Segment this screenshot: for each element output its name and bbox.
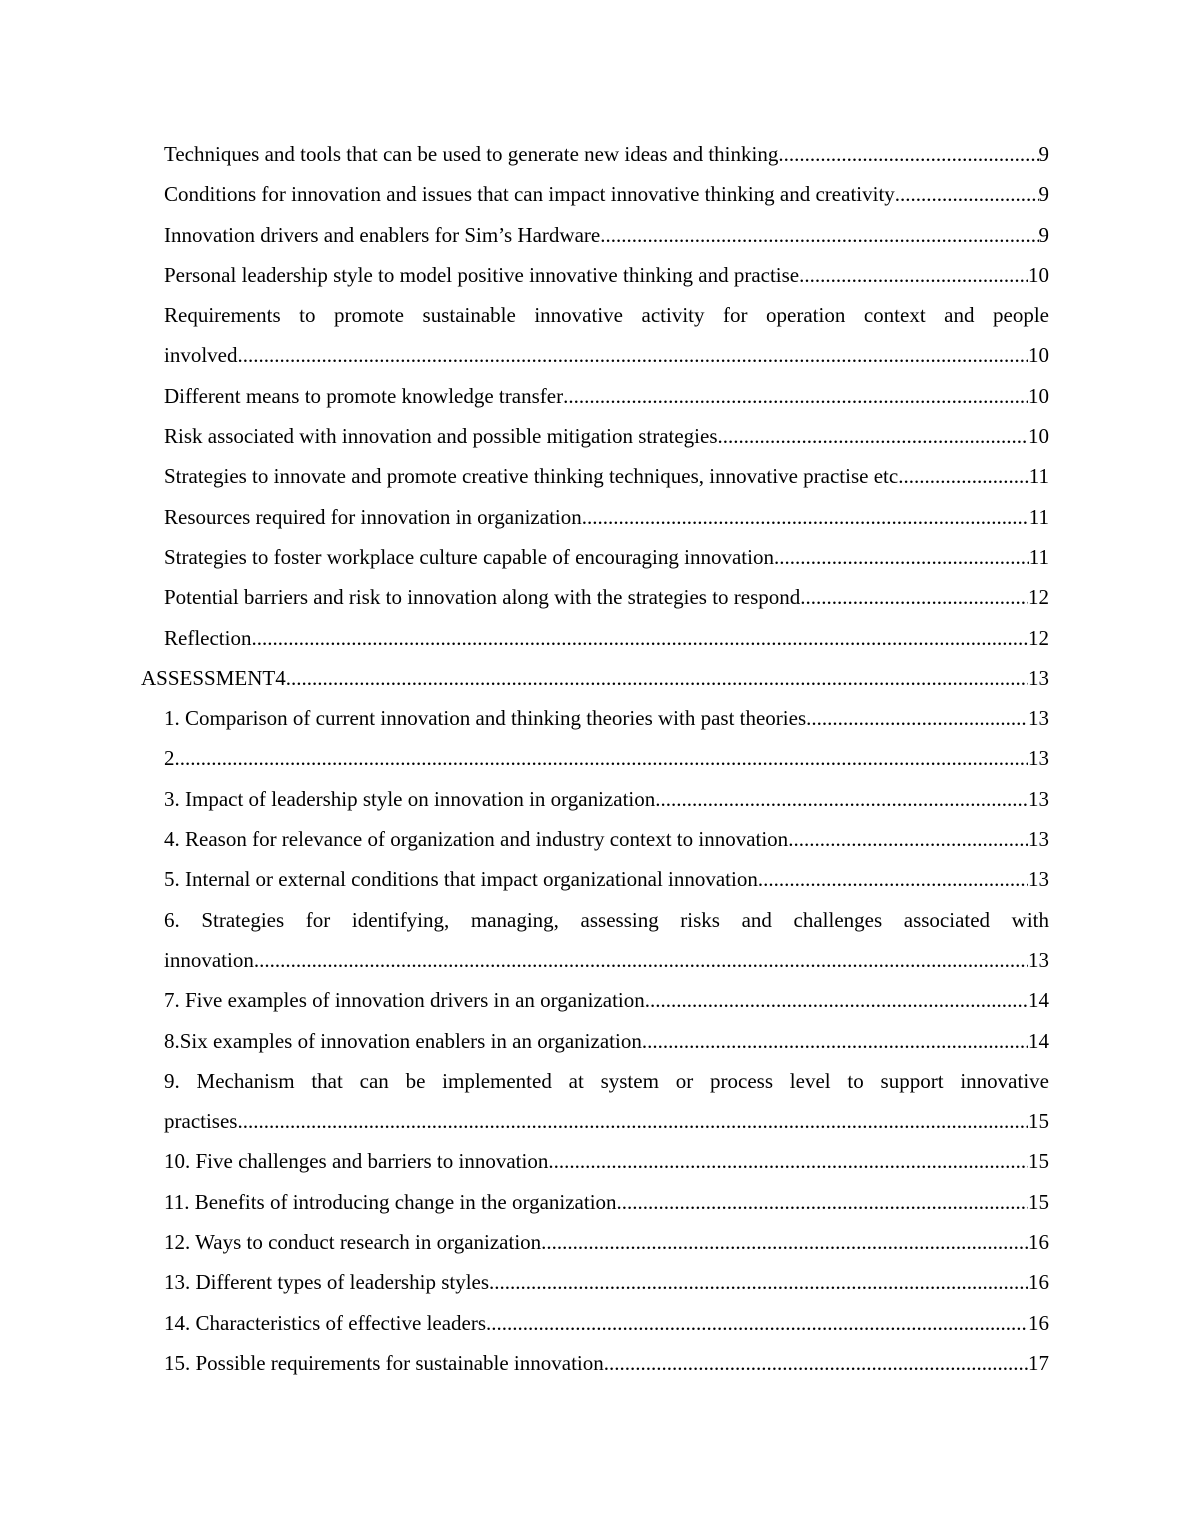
toc-entry[interactable] [164, 1303, 1049, 1343]
toc-entry[interactable] [164, 1061, 1049, 1142]
toc-entry-title: Personal leadership style to model positive innovative thinking and practise [164, 262, 800, 287]
toc-entry[interactable] [164, 497, 1049, 537]
toc-entry-page: 11 [1028, 464, 1049, 489]
toc-entry[interactable] [164, 738, 1049, 778]
toc-entry-title: Strategies to foster workplace culture capable of encouraging innovation [164, 544, 774, 569]
toc-entry[interactable] [164, 255, 1049, 295]
toc-entry-title: 1. Comparison of current innovation and thinking theories with past theories [164, 706, 807, 731]
toc-entry-title: Potential barriers and risk to innovation along with the strategies to respond [164, 585, 801, 610]
toc-entry-page: 13 [1028, 867, 1049, 892]
toc-entry-title: 2 [164, 746, 175, 771]
dot-leader [541, 1222, 1028, 1262]
toc-entry-title: 5. Internal or external conditions that impact organizational innovation [164, 867, 758, 892]
toc-entry-page: 10 [1028, 383, 1049, 408]
toc-entry[interactable] [164, 416, 1049, 456]
dot-leader [758, 859, 1028, 899]
toc-entry-first-line: Requirements to promote sustainable innovative activity for operation context and people [164, 303, 1049, 328]
dot-leader [286, 658, 1028, 698]
toc-entry-page: 13 [1028, 786, 1049, 811]
toc-entry-page: 15 [1028, 1109, 1049, 1134]
toc-entry-title: 3. Impact of leadership style on innovation in organization [164, 786, 656, 811]
dot-leader [563, 376, 1028, 416]
dot-leader [655, 779, 1028, 819]
toc-entry-page: 16 [1028, 1310, 1049, 1335]
toc-entry-title: Conditions for innovation and issues that can impact innovative thinking and creativity [164, 182, 895, 207]
toc-entry-title: Strategies to innovate and promote creative thinking techniques, innovative practise etc [164, 464, 899, 489]
toc-entry-title: 11. Benefits of introducing change in the organization [164, 1189, 617, 1214]
toc-entry[interactable] [164, 295, 1049, 376]
toc-entry-title: 4. Reason for relevance of organization and industry context to innovation [164, 827, 789, 852]
dot-leader [237, 1101, 1028, 1141]
toc-entry-page: 9 [1038, 182, 1049, 207]
dot-leader [799, 255, 1028, 295]
toc-entry-page: 9 [1038, 222, 1049, 247]
dot-leader [895, 174, 1039, 214]
toc-entry-title: 14. Characteristics of effective leaders [164, 1310, 487, 1335]
toc-entry-title: 7. Five examples of innovation drivers in an organization [164, 988, 645, 1013]
toc-entry-page: 12 [1028, 625, 1049, 650]
dot-leader [600, 215, 1038, 255]
table-of-contents [0, 134, 1190, 1383]
dot-leader [251, 618, 1028, 658]
toc-entry-page: 17 [1028, 1350, 1049, 1375]
toc-entry-title: Resources required for innovation in organization [164, 504, 582, 529]
toc-entry-title: 10. Five challenges and barriers to innovation [164, 1149, 549, 1174]
toc-entry-title: 12. Ways to conduct research in organization [164, 1230, 542, 1255]
toc-entry-page: 9 [1038, 142, 1049, 166]
dot-leader [806, 698, 1028, 738]
toc-entry[interactable] [164, 376, 1049, 416]
toc-entry[interactable] [164, 1141, 1049, 1181]
toc-entry-title: 13. Different types of leadership styles [164, 1270, 490, 1295]
toc-entry[interactable] [164, 537, 1049, 577]
toc-entry-title: Risk associated with innovation and possible mitigation strategies [164, 424, 718, 449]
toc-entry-title: 15. Possible requirements for sustainable innovation [164, 1350, 604, 1375]
toc-entry-title: 8.Six examples of innovation enablers in an organization [164, 1028, 642, 1053]
dot-leader [788, 819, 1028, 859]
toc-entry-page: 13 [1028, 706, 1049, 731]
toc-entry-page: 14 [1028, 1028, 1049, 1053]
toc-entry-page: 15 [1028, 1149, 1049, 1174]
toc-entry[interactable] [164, 618, 1049, 658]
toc-entry[interactable] [164, 1343, 1049, 1383]
toc-entry-title: Techniques and tools that can be used to generate new ideas and thinking [164, 142, 779, 166]
toc-entry-page: 12 [1028, 585, 1049, 610]
dot-leader [642, 1021, 1028, 1061]
toc-entry[interactable] [164, 779, 1049, 819]
toc-entry-page: 16 [1028, 1230, 1049, 1255]
dot-leader [718, 416, 1028, 456]
toc-entry[interactable] [164, 980, 1049, 1020]
toc-entry[interactable] [164, 1021, 1049, 1061]
toc-entry-page: 13 [1028, 947, 1049, 972]
toc-entry-title: ASSESSMENT4 [141, 665, 286, 690]
toc-entry[interactable] [164, 456, 1049, 496]
toc-entry[interactable] [164, 819, 1049, 859]
dot-leader [548, 1141, 1028, 1181]
toc-entry-title: Innovation drivers and enablers for Sim’s Hardware [164, 222, 601, 247]
toc-entry-page: 10 [1028, 262, 1049, 287]
toc-entry[interactable] [164, 1182, 1049, 1222]
toc-entry-page: 11 [1028, 544, 1049, 569]
toc-entry-title: Reflection [164, 625, 252, 650]
toc-entry-page: 13 [1028, 665, 1049, 690]
dot-leader [489, 1262, 1028, 1302]
toc-entry[interactable] [164, 174, 1049, 214]
toc-entry[interactable] [164, 900, 1049, 981]
dot-leader [582, 497, 1029, 537]
toc-entry-title: innovation [164, 947, 254, 972]
toc-entry[interactable] [164, 577, 1049, 617]
toc-entry[interactable] [164, 698, 1049, 738]
dot-leader [486, 1303, 1028, 1343]
toc-entry-title: Different means to promote knowledge transfer [164, 383, 564, 408]
toc-entry[interactable] [164, 1222, 1049, 1262]
toc-entry-title: practises [164, 1109, 238, 1134]
toc-entry-page: 13 [1028, 746, 1049, 771]
toc-entry[interactable] [164, 859, 1049, 899]
dot-leader [254, 940, 1028, 980]
toc-entry-first-line: 6. Strategies for identifying, managing, assessing risks and challenges associated with [164, 907, 1049, 932]
toc-entry-page: 15 [1028, 1189, 1049, 1214]
toc-entry[interactable] [164, 134, 1049, 174]
toc-section-heading[interactable] [141, 658, 1049, 698]
toc-entry[interactable] [164, 215, 1049, 255]
toc-entry-page: 13 [1028, 827, 1049, 852]
dot-leader [617, 1182, 1028, 1222]
toc-entry-first-line: 9. Mechanism that can be implemented at system or process level to support innovative [164, 1068, 1049, 1093]
toc-entry-page: 16 [1028, 1270, 1049, 1295]
dot-leader [238, 335, 1029, 375]
toc-entry-page: 14 [1028, 988, 1049, 1013]
dot-leader [604, 1343, 1028, 1383]
toc-entry-page: 10 [1028, 424, 1049, 449]
dot-leader [175, 738, 1029, 778]
dot-leader [800, 577, 1028, 617]
toc-entry-page: 11 [1028, 504, 1049, 529]
toc-entry-page: 10 [1028, 343, 1049, 368]
dot-leader [774, 537, 1029, 577]
toc-entry[interactable] [164, 1262, 1049, 1302]
dot-leader [778, 134, 1038, 174]
toc-entry-title: involved [164, 343, 238, 368]
dot-leader [898, 456, 1029, 496]
dot-leader [645, 980, 1028, 1020]
